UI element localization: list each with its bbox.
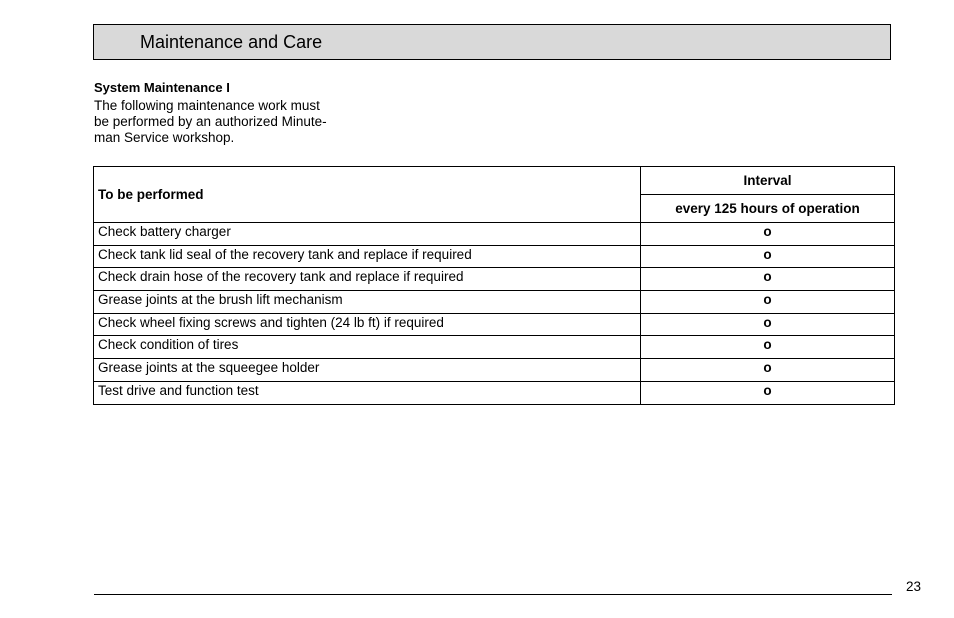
table-row [94, 313, 895, 336]
interval-mark: o [641, 223, 895, 246]
intro-line: be performed by an authorized Minute- [94, 114, 327, 129]
task-cell: Check wheel fixing screws and tighten (24 lb ft) if required [94, 313, 641, 336]
interval-mark: o [641, 313, 895, 336]
table-row [94, 245, 895, 268]
interval-mark: o [641, 336, 895, 359]
chapter-title: Maintenance and Care [140, 32, 323, 52]
column-header-interval: Interval [641, 167, 895, 195]
chapter-header-bar [93, 24, 891, 60]
interval-mark: o [641, 291, 895, 314]
maintenance-table [93, 166, 895, 405]
column-header-task: To be performed [94, 167, 641, 223]
footer-rule [94, 594, 892, 595]
intro-line: The following maintenance work must [94, 98, 320, 113]
page-number: 23 [906, 579, 922, 594]
section-heading: System Maintenance I [94, 80, 230, 95]
table-row [94, 381, 895, 404]
table-row [94, 291, 895, 314]
task-cell: Check condition of tires [94, 336, 641, 359]
table-row [94, 268, 895, 291]
task-cell: Grease joints at the brush lift mechanism [94, 291, 641, 314]
interval-mark: o [641, 381, 895, 404]
task-cell: Test drive and function test [94, 381, 641, 404]
interval-mark: o [641, 268, 895, 291]
table-row [94, 359, 895, 382]
interval-mark: o [641, 359, 895, 382]
column-header-interval-sub: every 125 hours of operation [641, 195, 895, 223]
table-row [94, 336, 895, 359]
task-cell: Check tank lid seal of the recovery tank and replace if required [94, 245, 641, 268]
task-cell: Check drain hose of the recovery tank and replace if required [94, 268, 641, 291]
task-cell: Check battery charger [94, 223, 641, 246]
interval-mark: o [641, 245, 895, 268]
intro-paragraph [94, 98, 327, 146]
task-cell: Grease joints at the squeegee holder [94, 359, 641, 382]
intro-line: man Service workshop. [94, 130, 235, 145]
table-row [94, 223, 895, 246]
